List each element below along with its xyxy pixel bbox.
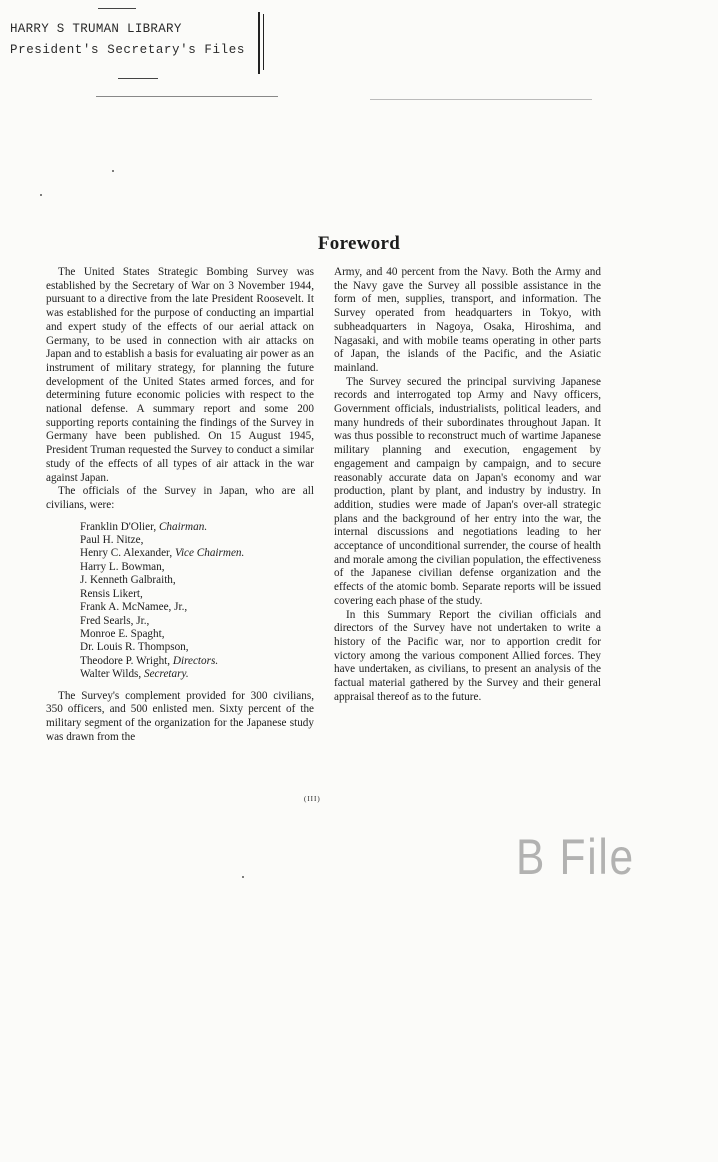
- paragraph: In this Summary Report the civilian officials and directors of the Survey have not undertaken to write a history of the Pacific war, nor to apportion credit for victory among the various component Allied forces. They have undertaken, as civilians, to present an analysis of the factual material gathered by the Survey and their general appraisal thereof as to the future.: [334, 608, 601, 703]
- right-column: [334, 266, 601, 705]
- stamp-underline: [118, 78, 158, 79]
- official-entry: J. Kenneth Galbraith,: [80, 574, 176, 587]
- page-number: (III): [304, 795, 321, 803]
- official-entry: Harry L. Bowman,: [80, 560, 165, 573]
- paragraph: The Survey's complement provided for 300 civilians, 350 officers, and 500 enlisted men. Sixty percent of the military segment of the organization for the Japanese study was drawn from the: [46, 689, 314, 743]
- paragraph: Army, and 40 percent from the Navy. Both the Army and the Navy gave the Survey all possible assistance in the form of men, supplies, transport, and information. The Survey operated from headquarters in Tokyo, with subheadquarters in Nagoya, Osaka, Hiroshima, and Nagasaki, and with mobile teams operating in other parts of Japan, the islands of the Pacific, and the Asiatic mainland.: [334, 266, 601, 374]
- file-stamp: B File: [516, 829, 635, 885]
- scan-speck: [242, 876, 244, 878]
- paragraph: The United States Strategic Bombing Survey was established by the Secretary of War on 3 November 1944, pursuant to a directive from the late President Roosevelt. It was established for the purpose of conducting an impartial and expert study of the effects of our aerial attack on Germany, to be used in connection with air attacks on Japan and to establish a basis for evaluating air power as an instrument of military strategy, for planning the future development of the United States armed forces, and for determining future economic policies with respect to the national defense. A summary report and some 200 supporting reports containing the findings of the Survey in Germany have been published. On 15 August 1945, President Truman requested the Survey to conduct a similar study of the effects of all types of air attack in the war against Japan.: [46, 266, 314, 484]
- page-title: Foreword: [317, 233, 401, 254]
- left-column: [46, 266, 314, 744]
- official-entry: Dr. Louis R. Thompson,: [80, 641, 189, 654]
- stamp-underline-top: [98, 8, 136, 9]
- official-entry: Walter Wilds, Secretary.: [80, 668, 189, 681]
- official-entry: Franklin D'Olier, Chairman.: [80, 520, 208, 533]
- officials-list: [80, 521, 314, 682]
- official-entry: Henry C. Alexander, Vice Chairmen.: [80, 547, 245, 560]
- official-entry: Theodore P. Wright, Directors.: [80, 654, 219, 667]
- scan-rule-right: [370, 99, 592, 100]
- official-entry: Monroe E. Spaght,: [80, 627, 165, 640]
- official-entry: Rensis Likert,: [80, 587, 143, 600]
- paragraph: The officials of the Survey in Japan, who are all civilians, were:: [46, 485, 314, 511]
- official-entry: Fred Searls, Jr.,: [80, 614, 150, 627]
- paragraph: The Survey secured the principal surviving Japanese records and interrogated top Army and Navy officers, Government officials, industrialists, political leaders, and many hundreds of their subordinates throughout Japan. It was thus possible to reconstruct much of wartime Japanese military planning and execution, engagement by engagement and campaign by campaign, and to secure reasonably accurate data on Japan's economy and war production, plant by plant, and industry by industry. In addition, studies were made of Japan's over-all strategic plans and the background of her entry into the war, the internal discussions and negotiations leading to her acceptance of unconditional surrender, the course of health and morale among the civilian population, the effectiveness of the Japanese civilian defense organization and the effects of the atomic bomb. Separate reports will be issued covering each phase of the study.: [334, 375, 601, 607]
- stamp-bar-left: [258, 12, 260, 74]
- scan-speck: [40, 194, 42, 196]
- stamp-library-name: HARRY S TRUMAN LIBRARY: [10, 22, 182, 36]
- official-entry: Frank A. McNamee, Jr.,: [80, 601, 188, 614]
- stamp-bar-right: [263, 14, 264, 70]
- scan-speck: [112, 170, 114, 172]
- stamp-files-name: President's Secretary's Files: [10, 43, 245, 57]
- scan-rule-left: [96, 96, 278, 97]
- library-stamp: [10, 22, 245, 57]
- official-entry: Paul H. Nitze,: [80, 534, 144, 547]
